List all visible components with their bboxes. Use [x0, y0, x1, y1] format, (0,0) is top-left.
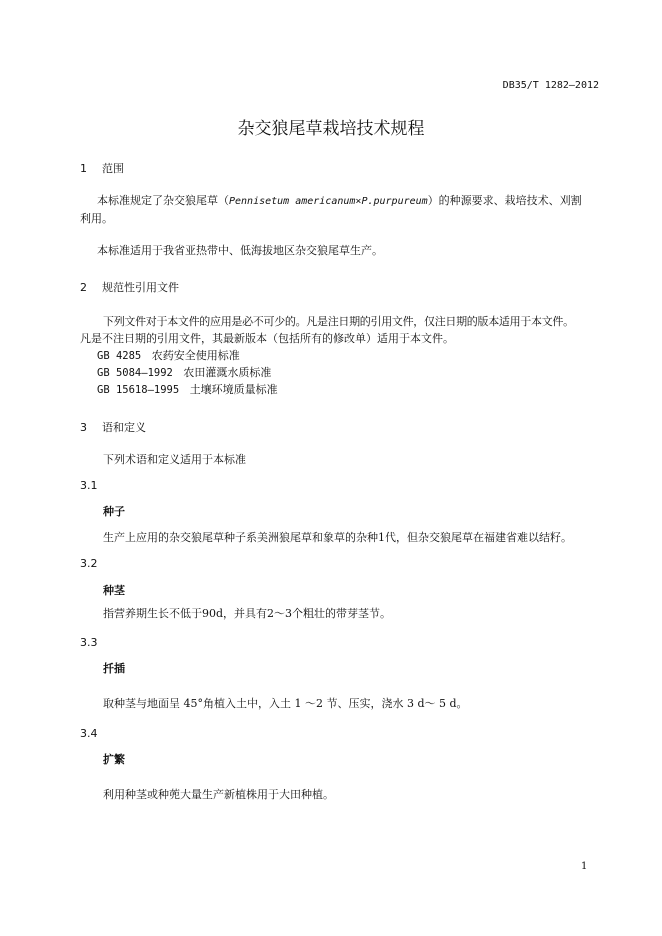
term-number: 3.3	[80, 636, 98, 649]
section-2-paragraph-1: 下列文件对于本文件的应用是必不可少的。凡是注日期的引用文件，仅注日期的版本适用于本文件。	[103, 315, 574, 328]
latin-name: Pennisetum americanum×P.purpureum	[229, 196, 428, 207]
section-title: 规范性引用文件	[102, 281, 179, 294]
section-3-intro: 下列术语和定义适用于本标准	[103, 453, 246, 466]
document-title: 杂交狼尾草栽培技术规程	[237, 119, 425, 139]
term-number: 3.2	[80, 557, 98, 570]
reference-item	[97, 364, 271, 382]
section-1-paragraph-1-cont: 利用。	[80, 212, 113, 225]
section-1-paragraph-1	[97, 192, 582, 211]
term-definition: 指营养期生长不低于90d，并具有2～3个粗壮的带芽茎节。	[103, 607, 392, 620]
section-1-paragraph-2: 本标准适用于我省亚热带中、低海拔地区杂交狼尾草生产。	[97, 244, 383, 257]
section-3-heading	[80, 419, 146, 435]
reference-item	[97, 381, 278, 399]
section-number: 1	[80, 162, 87, 175]
page-number: 1	[581, 861, 588, 872]
paragraph-text: 本标准规定了杂交狼尾草（	[97, 194, 229, 207]
term-name: 种子	[103, 505, 125, 518]
term-definition: 生产上应用的杂交狼尾草种子系美洲狼尾草和象草的杂种1代，但杂交狼尾草在福建省难以结籽。	[103, 531, 572, 544]
term-number: 3.4	[80, 727, 98, 740]
term-name: 扦插	[103, 662, 125, 675]
section-number: 3	[80, 421, 87, 434]
reference-name: 农药安全使用标准	[151, 349, 240, 362]
paragraph-text: ）的种源要求、栽培技术、刈割	[427, 194, 582, 207]
term-definition: 取种茎与地面呈 45°角植入土中，入土 1 ～2 节、压实，浇水 3 d～ 5 d。	[103, 697, 468, 710]
reference-code: GB 5084—1992	[97, 367, 173, 379]
term-name: 扩繁	[103, 753, 125, 766]
section-2-paragraph-2: 凡是不注日期的引用文件，其最新版本（包括所有的修改单）适用于本文件。	[80, 332, 454, 345]
standard-number: DB35/T 1282—2012	[502, 80, 599, 91]
section-2-heading	[80, 279, 179, 295]
reference-name: 土壤环境质量标准	[189, 383, 278, 396]
section-number: 2	[80, 281, 87, 294]
term-number: 3.1	[80, 479, 98, 492]
section-1-heading	[80, 160, 124, 176]
reference-code: GB 15618—1995	[97, 384, 180, 396]
term-definition: 利用种茎或种蔸大量生产新植株用于大田种植。	[103, 788, 334, 801]
reference-code: GB 4285	[97, 350, 142, 362]
reference-name: 农田灌溉水质标准	[183, 366, 272, 379]
section-title: 范围	[102, 162, 124, 175]
reference-item	[97, 347, 240, 365]
term-name: 种茎	[103, 584, 125, 597]
section-title: 语和定义	[102, 421, 146, 434]
